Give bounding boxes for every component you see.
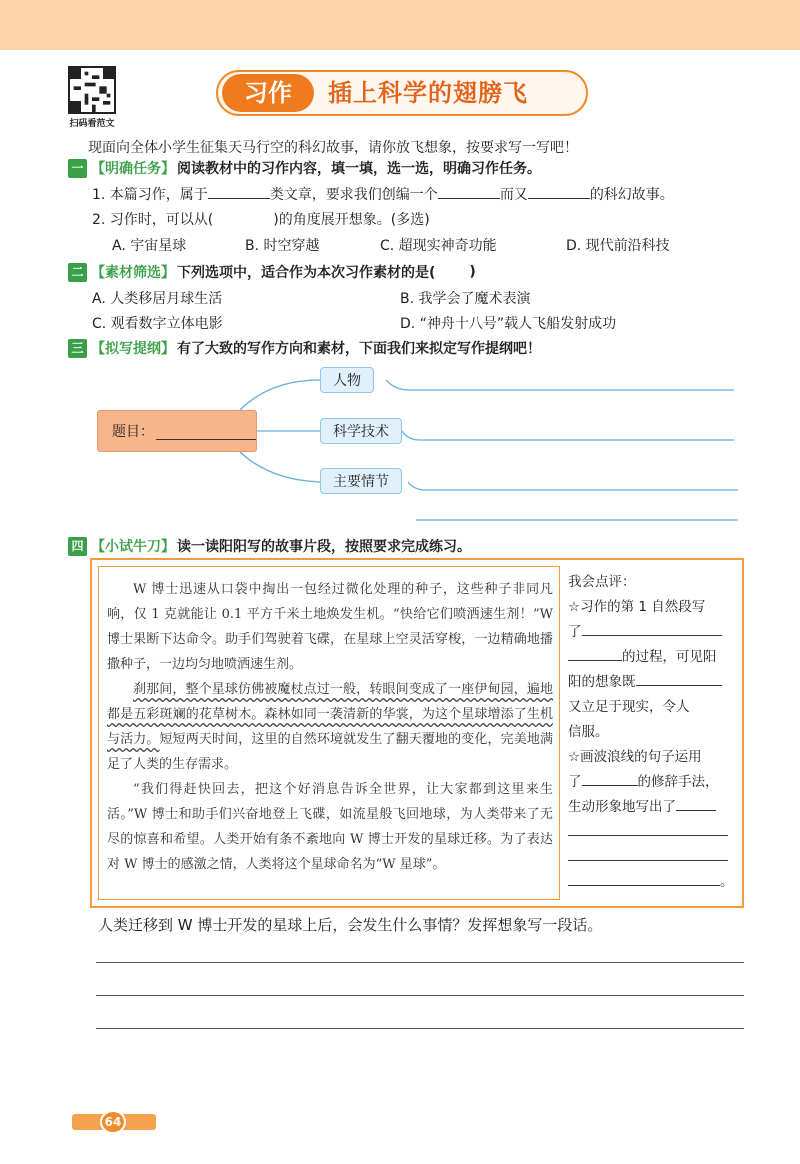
title-tag: 习作 [222,74,314,112]
option-b[interactable]: B. 时空穿越 [245,238,320,254]
writing-line[interactable] [96,1028,744,1029]
review-blank-4[interactable] [582,772,638,786]
writing-line[interactable] [96,962,744,963]
section-text: 读一读阳阳写的故事片段，按照要求完成练习。 [177,539,471,555]
review-panel: 我会点评： ☆习作的第 1 自然段写 了 的过程，可见阳 阳的想象既 又立足于现实，令人 信服。 ☆画波浪线的句子运用 了 的修辞手法， 生动形象地写出了 。 [568,566,738,900]
intro-text: 现面向全体小学生征集天马行空的科幻故事，请你放飞想象，按要求写一写吧！ [88,140,578,156]
section-text: 阅读教材中的习作内容，填一填，选一选，明确习作任务。 [177,161,541,177]
section-number: 二 [68,263,87,282]
section-label: 【拟写提纲】 [91,341,175,357]
section-label: 【小试牛刀】 [91,539,175,555]
review-blank-8[interactable] [568,872,720,886]
option-c[interactable]: C. 超现实神奇功能 [380,238,497,254]
section-label: 【明确任务】 [91,161,175,177]
section-2-heading: 二 【素材筛选】 下列选项中，适合作为本次习作素材的是( ) [68,262,476,282]
section-number: 一 [68,159,87,178]
option-d[interactable]: D. 现代前沿科技 [566,238,670,254]
node-technology: 科学技术 [320,418,402,444]
option-c[interactable]: C. 观看数字立体电影 [92,316,223,332]
qr-label: 扫码看范文 [69,119,115,129]
page-number-badge [72,1110,156,1134]
blank-type[interactable] [208,185,270,199]
section-number: 三 [68,339,87,358]
question-2: 2. 习作时，可以从( )的角度展开想象。(多选) [92,212,430,228]
section-4-heading [68,536,471,556]
qr-code[interactable] [68,66,116,114]
wavy-sentence: 刹那间，整个星球仿佛被魔杖点过一般，转眼间变成了一座伊甸园，遍地都是五彩斑斓的花草树木。森林如同一袭清新的华裳，为这个星球增添了生机与活力。 [107,682,553,747]
blank-story[interactable] [438,185,500,199]
review-blank-5[interactable] [676,797,716,811]
node-plot: 主要情节 [320,468,402,494]
outline-mind-map [0,360,800,530]
option-d[interactable]: D. “神舟十八号”载人飞船发射成功 [400,316,617,332]
title-text: 插上科学的翅膀飞 [328,79,528,107]
question-1: 1. 本篇习作，属于 类文章，要求我们创编一个 而又 的科幻故事。 [92,187,674,203]
section-3-heading [68,338,541,358]
blank-quality[interactable] [528,185,590,199]
review-heading: 我会点评： [568,574,636,590]
top-band [0,0,800,50]
option-a[interactable]: A. 人类移居月球生活 [92,291,223,307]
node-characters: 人物 [320,367,374,393]
page-number: 64 [100,1110,126,1134]
story-paragraph-2: 刹那间，整个星球仿佛被魔杖点过一般，转眼间变成了一座伊甸园，遍地都是五彩斑斓的花草树木。森林如同一袭清新的华裳，为这个星球增添了生机与活力。短短两天时间，这里的自然环境就发生了翻天覆地的变化，完美地满足了人类的生存需求。 [107,682,553,772]
topic-box: 题目： [97,410,257,452]
review-blank-7[interactable] [568,847,728,861]
review-blank-2[interactable] [568,647,622,661]
section-label: 【素材筛选】 [91,265,175,281]
story-paragraph-1: W 博士迅速从口袋中掏出一包经过微化处理的种子，这些种子非同凡响，仅 1 克就能让 0.1 平方千米土地焕发生机。“快给它们喷洒速生剂！”W 博士果断下达命令。助手们驾驶着飞碟，在星球上空灵活穿梭，一边精确地播撒种子，一边均匀地喷洒速生剂。 [107,582,553,672]
section-text: 下列选项中，适合作为本次习作素材的是( [177,265,436,281]
page-title [216,70,588,116]
review-blank-6[interactable] [568,822,728,836]
story-box [90,558,744,908]
topic-blank[interactable] [156,424,256,440]
writing-line[interactable] [96,995,744,996]
section-number: 四 [68,537,87,556]
review-blank-1[interactable] [582,622,722,636]
story-paragraph-3: “我们得赶快回去，把这个好消息告诉全世界，让大家都到这里来生活。”W 博士和助手们兴奋地登上飞碟，如流星般飞回地球，为人类带来了无尽的惊喜和希望。人类开始有条不紊地向 W 博士开发的星球迁移。为了表达对 W 博士的感激之情，人类将这个星球命名为“W 星球”。 [107,782,553,872]
option-a[interactable]: A. 宇宙星球 [112,238,187,254]
section-text: 有了大致的写作方向和素材，下面我们来拟定写作提纲吧！ [177,341,541,357]
story-excerpt [98,566,560,900]
writing-prompt: 人类迁移到 W 博士开发的星球上后，会发生什么事情？发挥想象写一段话。 [98,916,603,934]
option-b[interactable]: B. 我学会了魔术表演 [400,291,531,307]
qr-pattern-icon [70,68,114,112]
section-1-heading [68,158,541,178]
review-blank-3[interactable] [636,672,722,686]
